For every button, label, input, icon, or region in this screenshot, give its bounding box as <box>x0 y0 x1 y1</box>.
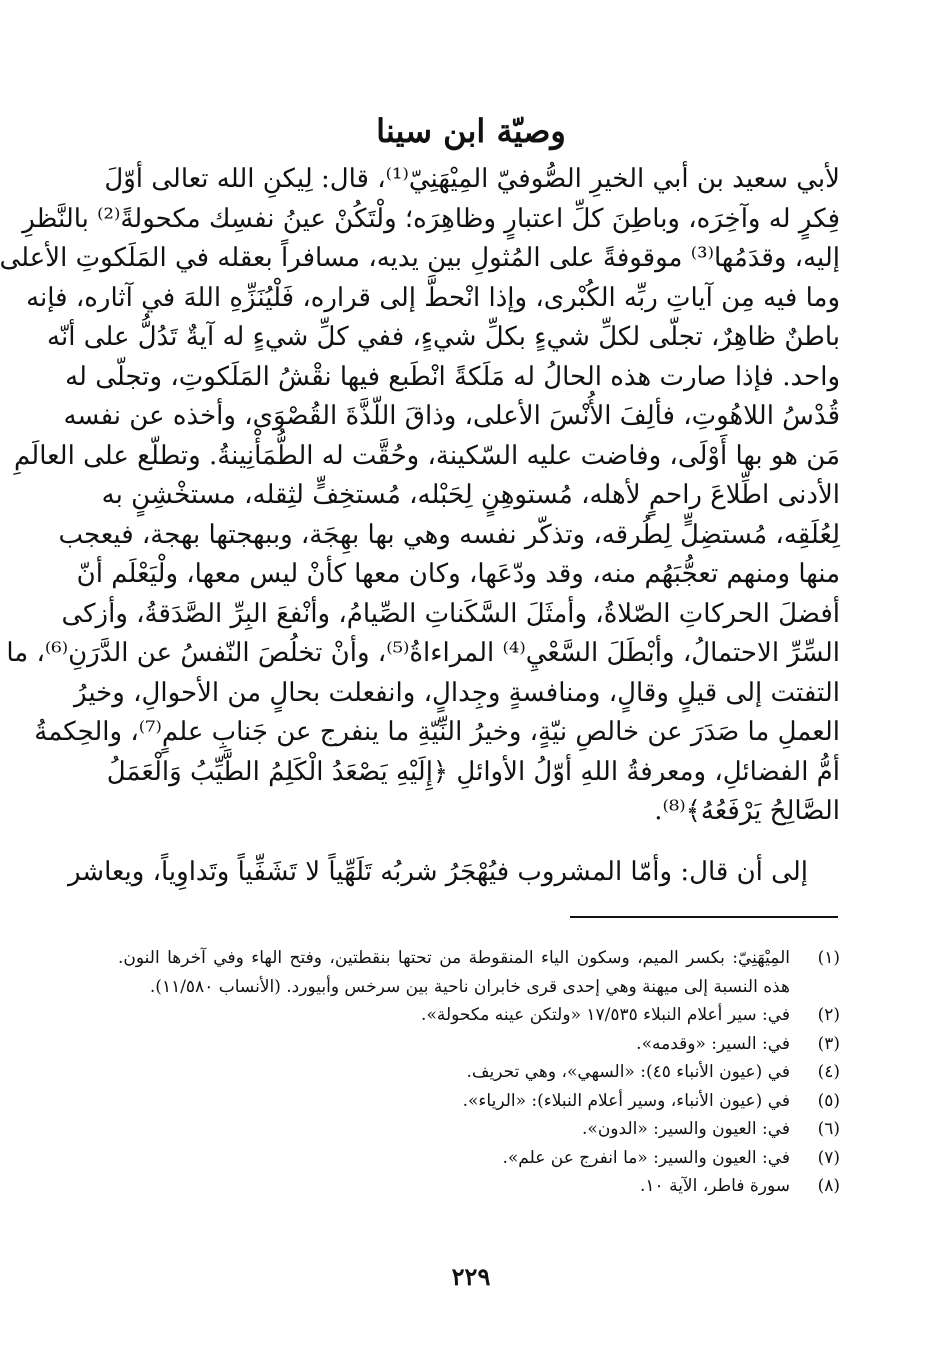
text-line: قُدْسُ اللاهُوتِ، فألِفَ الأُنْسَ الأعلى، وذاقَ اللّذَّةَ القُصْوَى، وأخذه عن نفسه <box>63 401 840 431</box>
footnote <box>118 1030 840 1059</box>
footnote <box>118 1087 840 1116</box>
footnote-text: سورة فاطر، الآية ١٠. <box>640 1176 790 1196</box>
text-line: التفتت إلى قيلٍ وقالٍ، ومنافسةٍ وجِدالٍ، وانفعلت بحالٍ من الأحوالِ، وخيرُ <box>73 677 840 708</box>
text-line: لِعُلَقِه، مُستضِلٍّ لِطُرقه، وتذكّر نفسه وهي بها بهِجَة، وببهجتها بهجة، فيعجب <box>58 519 840 550</box>
footnote-text: في: العيون والسير: «ما انفرج عن علم». <box>502 1147 790 1168</box>
footnote-text: في (عيون الأنباء ٤٥): «السهي»، وهي تحريف. <box>466 1062 790 1082</box>
text-line: السِّرِّ الاحتمالُ، وأبْطَلَ السَّعْيِ⁽⁴⁾ المراءاةُ⁽⁵⁾، وأنْ تخلُصَ النّفسُ عن الدَّرَنِ⁽⁶⁾، ما <box>6 638 840 668</box>
footnote <box>118 1144 840 1173</box>
footnote <box>118 1001 840 1030</box>
footnote-number: (٣) <box>817 1033 840 1054</box>
footnote-separator <box>570 916 838 918</box>
text-line: الأدنى اطِّلاعَ راحمٍ لأهله، مُستوهِنٍ لِحَبْله، مُستخِفٍّ لثِقله، مستخْشِنٍ به <box>101 480 840 510</box>
page-number: ٢٢٩ <box>451 1262 491 1291</box>
text-line: إليه، وقدَمُها⁽³⁾ موقوفةً على المُثولِ بين يديه، مسافراً بعقله في المَلَكوتِ الأعلى <box>0 243 840 273</box>
text-line: باطنٌ ظاهِرٌ، تجلّى لكلِّ شيءٍ بكلِّ شيءٍ، ففي كلِّ شيءٍ له آيةٌ تَدُلُّ على أنّه <box>47 322 840 352</box>
footnotes <box>118 944 840 1201</box>
text-line: وما فيه مِن آياتِ ربِّه الكُبْرى، وإذا انْحطَّ إلى قراره، فَلْيُنَزِّهِ اللهَ في آثاره، فإنه <box>26 282 840 313</box>
footnote <box>118 1115 840 1144</box>
footnote <box>118 1058 840 1087</box>
footnote-text: في: سير أعلام النبلاء ١٧/٥٣٥ «ولتكن عينه مكحولة». <box>421 1005 790 1025</box>
text-line: واحد. فإذا صارت هذه الحالُ له مَلَكةً انْطَبع فيها نقْشُ المَلَكوتِ، وتجلّى له <box>65 361 840 392</box>
footnote-number: (٤) <box>817 1062 840 1082</box>
text-line: منها ومنهم تعجُّبَهُم منه، وقد ودّعَها، وكان معها كأنْ ليس معها، ولْيَعْلَم أنّ <box>76 559 840 589</box>
text-line: أفضلَ الحركاتِ الصّلاةُ، وأمثَلَ السَّكَناتِ الصِّيامُ، وأنْفعَ البِرِّ الصَّدَقةُ، وأزكى <box>61 598 840 629</box>
text-line: أمُّ الفضائلِ، ومعرفةُ اللهِ أوّلُ الأوائلِ ﴿إِلَيْهِ يَصْعَدُ الْكَلِمُ الطَّيِّبُ وَالْعَمَلُ <box>106 756 840 787</box>
footnote-text: في: السير: «وقدمه». <box>636 1033 790 1054</box>
footnote <box>118 1172 840 1201</box>
footnote-number: (٧) <box>817 1147 840 1168</box>
text-line: العملِ ما صَدَرَ عن خالصِ نيّةٍ، وخيرُ النِّيّةِ ما ينفرج عن جَنابِ علمٍ⁽⁷⁾، والحِكمةُ <box>34 717 840 747</box>
main-text <box>0 160 840 832</box>
page-title: وصيّة ابن سينا <box>376 112 566 150</box>
footnote-number: (٨) <box>817 1176 840 1196</box>
footnote-number: (٢) <box>817 1005 840 1025</box>
footnote <box>118 944 840 1001</box>
footnote-text: في: العيون والسير: «الدون». <box>582 1119 790 1139</box>
text-line: الصَّالِحُ يَرْفَعُهُ﴾⁽⁸⁾. <box>654 796 840 826</box>
footnote-text: في (عيون الأنباء، وسير أعلام النبلاء): «الرياء». <box>462 1090 790 1111</box>
text-line: فِكرٍ له وآخِرَه، وباطِنَ كلِّ اعتبارٍ وظاهِرَه؛ ولْتَكُنْ عينُ نفسِك مكحولةً⁽²⁾ بالنَّظرِ <box>22 203 840 234</box>
footnote-number: (١) <box>817 948 840 968</box>
footnote-number: (٦) <box>817 1119 840 1139</box>
continuation-line: إلى أن قال: وأمّا المشروب فيُهْجَرُ شربُه تَلَهِّياً لا تَشَفِّياً وتَداوِياً، ويعاشر <box>67 857 808 887</box>
footnote-text: المِيْهَنِيّ: بكسر الميم، وسكون الياء المنقوطة من تحتها بنقطتين، وفتح الهاء وفي آخرها النون. هذه النسبة إلى ميهنة وهي إحدى قرى خابران ناحية بين سرخس وأبيورد. (الأنساب ١١/٥٨٠). <box>118 948 790 997</box>
text-line: لأبي سعيد بن أبي الخيرِ الصُّوفيّ المِيْهَنِيّ⁽¹⁾، قال: لِيكنِ الله تعالى أوّلَ <box>104 164 840 194</box>
text-line: مَن هو بها أَوْلَى، وفاضت عليه السّكينة، وحُقَّت له الطُّمَأْنِينةُ. وتطلّع على العالَمِ <box>13 440 840 471</box>
footnote-number: (٥) <box>817 1090 840 1111</box>
